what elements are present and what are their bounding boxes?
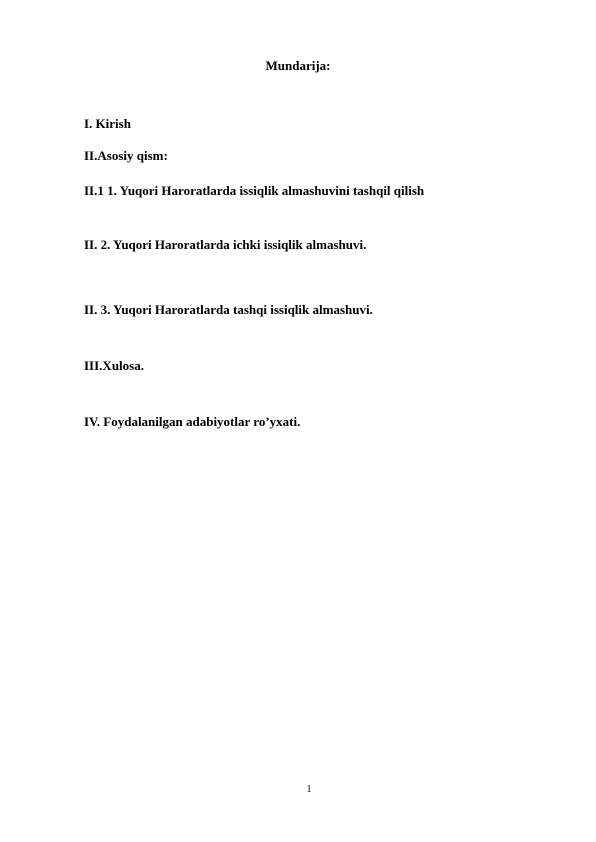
toc-item-section-2-3: II. 3. Yuqori Haroratlarda tashqi issiqlik almashuvi. xyxy=(84,302,373,317)
toc-item-kirish: I. Kirish xyxy=(84,116,131,131)
toc-item-asosiy-qism: II.Asosiy qism: xyxy=(84,148,168,163)
toc-item-section-2-1: II.1 1. Yuqori Haroratlarda issiqlik almashuvini tashqil qilish xyxy=(84,183,425,198)
toc-item-xulosa: III.Xulosa. xyxy=(84,358,144,373)
page-number: 1 xyxy=(306,784,312,795)
page-title: Mundarija: xyxy=(265,58,331,73)
toc-item-section-2-2: II. 2. Yuqori Haroratlarda ichki issiqlik almashuvi. xyxy=(84,237,367,252)
toc-item-adabiyotlar: IV. Foydalanilgan adabiyotlar ro’yxati. xyxy=(84,414,301,429)
